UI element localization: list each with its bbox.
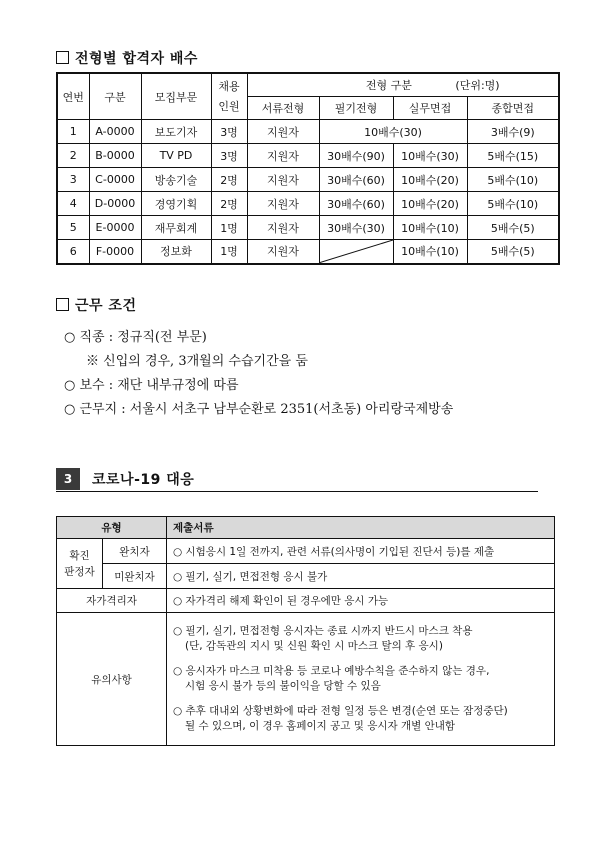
cell-practical: 10배수(10) <box>393 240 467 264</box>
notes-label: 유의사항 <box>57 613 167 746</box>
cell-doc: 지원자 <box>247 192 319 216</box>
table-row <box>57 216 559 240</box>
cell-dept: TV PD <box>141 144 211 168</box>
cell-doc: 지원자 <box>247 240 319 264</box>
confirmed-group-line2: 판정자 <box>64 565 95 578</box>
section-title: 전형별 합격자 배수 <box>75 51 198 67</box>
quarantine-label: 자가격리자 <box>57 589 167 613</box>
hiring-ratio-table <box>56 72 560 265</box>
note-2-line-1: ○ 응시자가 마스크 미착용 등 코로나 예방수칙을 준수하지 않는 경우, <box>173 665 490 677</box>
diagonal-slash-icon <box>320 240 393 263</box>
cell-no: 6 <box>57 240 89 264</box>
section-heading-hiring-ratio <box>56 48 198 68</box>
table-row <box>57 120 559 144</box>
checkbox-square-icon <box>56 298 69 311</box>
cell-no: 4 <box>57 192 89 216</box>
recovered-label: 완치자 <box>103 539 167 564</box>
notes-content <box>167 613 555 746</box>
note-3-line-1: ○ 추후 대내외 상황변화에 따라 전형 일정 등은 변경(순연 또는 잠정중단) <box>173 705 508 717</box>
cell-final: 5배수(10) <box>467 192 559 216</box>
cell-count: 1명 <box>211 240 247 264</box>
cell-written: 30배수(60) <box>319 192 393 216</box>
header-unit: (단위:명) <box>455 79 500 92</box>
section-title: 근무 조건 <box>75 298 137 314</box>
section-heading-work-conditions <box>56 295 136 315</box>
header-code: 구분 <box>89 73 141 120</box>
cell-dept: 경영기획 <box>141 192 211 216</box>
table-row <box>57 144 559 168</box>
cell-count: 3명 <box>211 120 247 144</box>
not-recovered-text: ○ 필기, 실기, 면접전형 응시 불가 <box>167 564 555 589</box>
cell-practical: 10배수(30) <box>393 144 467 168</box>
table-row <box>57 168 559 192</box>
cell-code: D-0000 <box>89 192 141 216</box>
note-3-line-2: 될 수 있으며, 이 경우 홈페이지 공고 및 응시자 개별 안내함 <box>185 720 456 732</box>
header-type: 유형 <box>57 517 167 539</box>
header-stage-group <box>247 73 559 97</box>
header-no: 연번 <box>57 73 89 120</box>
table-row <box>57 192 559 216</box>
cell-dept: 재무회계 <box>141 216 211 240</box>
cell-final: 3배수(9) <box>467 120 559 144</box>
cell-practical: 10배수(10) <box>393 216 467 240</box>
quarantine-text: ○ 자가격리 해제 확인이 된 경우에만 응시 가능 <box>167 589 555 613</box>
cell-count: 1명 <box>211 216 247 240</box>
cell-dept: 방송기술 <box>141 168 211 192</box>
cell-doc: 지원자 <box>247 216 319 240</box>
header-stage-label: 전형 구분 <box>365 79 412 92</box>
header-dept: 모집부문 <box>141 73 211 120</box>
section-title: 코로나-19 대응 <box>92 472 195 488</box>
note-1-line-2: (단, 감독관의 지시 및 신원 확인 시 마스크 탈의 후 응시) <box>185 640 443 652</box>
cell-final: 5배수(10) <box>467 168 559 192</box>
cell-doc: 지원자 <box>247 144 319 168</box>
header-count-line1: 채용 <box>218 79 240 93</box>
cell-dept: 보도기자 <box>141 120 211 144</box>
confirmed-group-label <box>57 539 103 589</box>
cell-no: 3 <box>57 168 89 192</box>
cell-doc: 지원자 <box>247 120 319 144</box>
condition-trainee-note: ※ 신입의 경우, 3개월의 수습기간을 둠 <box>86 354 308 369</box>
table-row <box>57 240 559 264</box>
header-doc: 서류전형 <box>247 97 319 120</box>
header-count <box>211 73 247 120</box>
cell-count: 2명 <box>211 192 247 216</box>
cell-final: 5배수(5) <box>467 216 559 240</box>
header-practical: 실무면접 <box>393 97 467 120</box>
cell-count: 2명 <box>211 168 247 192</box>
header-final: 종합면접 <box>467 97 559 120</box>
cell-code: B-0000 <box>89 144 141 168</box>
cell-code: A-0000 <box>89 120 141 144</box>
cell-count: 3명 <box>211 144 247 168</box>
cell-no: 5 <box>57 216 89 240</box>
cell-practical: 10배수(20) <box>393 168 467 192</box>
confirmed-group-line1: 확진 <box>69 549 90 562</box>
cell-final: 5배수(5) <box>467 240 559 264</box>
condition-location: ○ 근무지 : 서울시 서초구 남부순환로 2351(서초동) 아리랑국제방송 <box>64 402 454 417</box>
header-docs: 제출서류 <box>167 517 555 539</box>
cell-no: 2 <box>57 144 89 168</box>
condition-job-type: ○ 직종 : 정규직(전 부문) <box>64 330 207 345</box>
note-1-line-1: ○ 필기, 실기, 면접전형 응시자는 종료 시까지 반드시 마스크 착용 <box>173 625 473 637</box>
header-written: 필기전형 <box>319 97 393 120</box>
cell-dept: 정보화 <box>141 240 211 264</box>
header-count-line2: 인원 <box>218 99 240 113</box>
section-number-badge: 3 <box>56 468 80 490</box>
cell-code: C-0000 <box>89 168 141 192</box>
cell-written-practical: 10배수(30) <box>319 120 467 144</box>
cell-no: 1 <box>57 120 89 144</box>
cell-doc: 지원자 <box>247 168 319 192</box>
cell-final: 5배수(15) <box>467 144 559 168</box>
cell-written: 30배수(90) <box>319 144 393 168</box>
cell-code: F-0000 <box>89 240 141 264</box>
cell-written-empty <box>319 240 393 264</box>
cell-code: E-0000 <box>89 216 141 240</box>
condition-salary: ○ 보수 : 재단 내부규정에 따름 <box>64 378 239 393</box>
recovered-text: ○ 시험응시 1일 전까지, 관련 서류(의사명이 기입된 진단서 등)를 제출 <box>167 539 555 564</box>
cell-written: 30배수(30) <box>319 216 393 240</box>
covid-response-table <box>56 516 555 746</box>
cell-written: 30배수(60) <box>319 168 393 192</box>
not-recovered-label: 미완치자 <box>103 564 167 589</box>
section-underline <box>56 491 538 492</box>
checkbox-square-icon <box>56 51 69 64</box>
note-2-line-2: 시험 응시 불가 등의 불이익을 당할 수 있음 <box>185 680 381 692</box>
cell-practical: 10배수(20) <box>393 192 467 216</box>
